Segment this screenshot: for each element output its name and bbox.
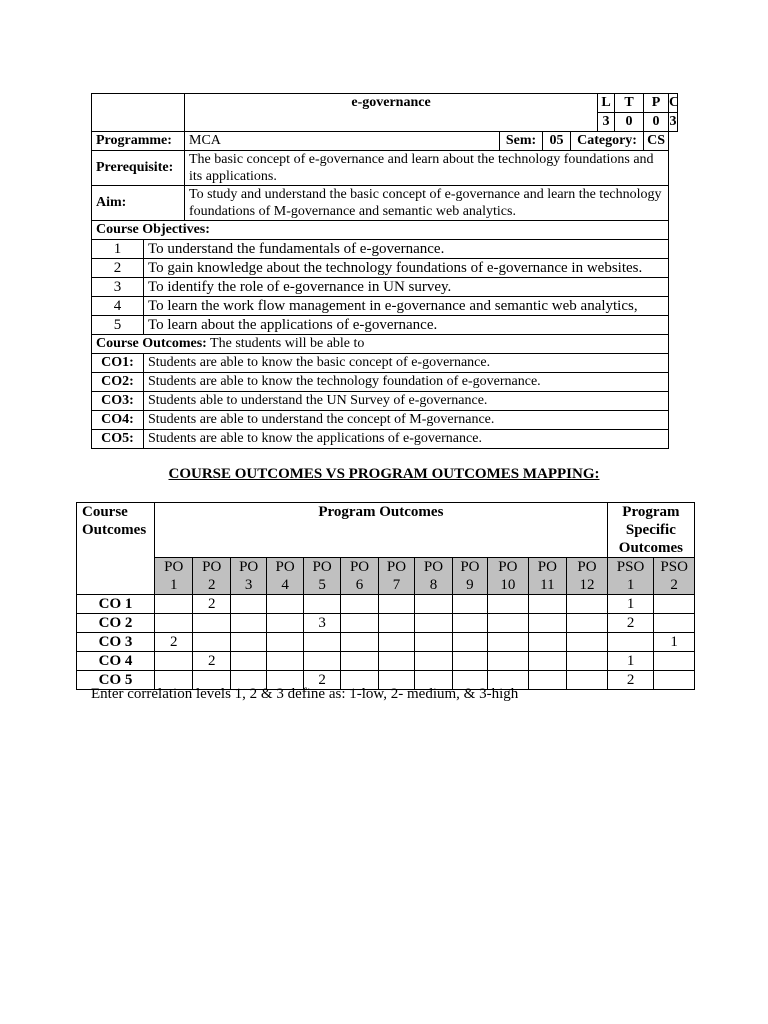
outcome-text: Students are able to know the technology foundation of e-governance. — [144, 373, 669, 392]
outcome-code: CO3: — [92, 392, 144, 411]
correlation-cell — [488, 614, 529, 633]
column-header-top: PO — [386, 559, 407, 575]
outcome-column-header — [567, 558, 608, 595]
mapping-row — [77, 595, 695, 614]
correlation-cell — [415, 633, 452, 652]
correlation-cell — [154, 614, 192, 633]
objective-text: To learn the work flow management in e-governance and semantic web analytics, — [144, 297, 669, 316]
correlation-cell — [654, 671, 695, 690]
ltpc-label-p: P — [644, 94, 669, 113]
outcome-code: CO2: — [92, 373, 144, 392]
column-header-top: PO — [423, 559, 444, 575]
correlation-cell — [488, 633, 529, 652]
ltpc-value-c: 3 — [669, 113, 678, 132]
column-header-top: PSO — [660, 559, 688, 575]
mapping-row — [77, 652, 695, 671]
correlation-cell — [567, 595, 608, 614]
objectives-heading: Course Objectives: — [92, 221, 669, 240]
course-outcome-label: CO 2 — [77, 614, 155, 633]
title-row — [92, 94, 678, 113]
correlation-cell — [193, 633, 230, 652]
outcome-text: Students are able to know the basic concept of e-governance. — [144, 354, 669, 373]
outcome-column-header — [230, 558, 266, 595]
objectives-heading-row — [92, 221, 678, 240]
outcome-code: CO5: — [92, 430, 144, 449]
mapping-row — [77, 633, 695, 652]
correlation-cell — [528, 595, 566, 614]
objective-text: To learn about the applications of e-governance. — [144, 316, 669, 335]
correlation-cell — [654, 614, 695, 633]
aim-label: Aim: — [92, 186, 185, 221]
correlation-cell — [528, 652, 566, 671]
correlation-cell — [415, 614, 452, 633]
mapping-row — [77, 614, 695, 633]
column-header-top: PO — [577, 559, 597, 575]
correlation-cell — [341, 652, 378, 671]
sem-label: Sem: — [500, 132, 543, 151]
aim-row — [92, 186, 678, 221]
outcomes-heading-row — [92, 335, 678, 354]
correlation-cell — [303, 633, 340, 652]
column-header-top: PO — [498, 559, 518, 575]
outcome-text: Students are able to know the applications of e-governance. — [144, 430, 669, 449]
outcome-text: Students able to understand the UN Survey of e-governance. — [144, 392, 669, 411]
column-header-bottom: 7 — [392, 577, 401, 593]
correlation-cell: 1 — [607, 595, 654, 614]
column-header-bottom: 11 — [540, 577, 555, 593]
outcome-column-header — [452, 558, 487, 595]
objective-number: 1 — [92, 240, 144, 259]
course-outcome-label: CO 5 — [77, 671, 155, 690]
objective-row — [92, 240, 678, 259]
correlation-cell — [378, 614, 414, 633]
correlation-cell: 2 — [607, 671, 654, 690]
correlation-cell — [341, 633, 378, 652]
mapping-title: COURSE OUTCOMES VS PROGRAM OUTCOMES MAPPING: — [168, 466, 600, 482]
objective-number: 3 — [92, 278, 144, 297]
column-header-bottom: 3 — [244, 577, 253, 593]
column-header-top: PO — [239, 559, 259, 575]
outcome-code: CO4: — [92, 411, 144, 430]
column-header-bottom: 2 — [670, 577, 678, 593]
correlation-cell — [378, 595, 414, 614]
column-header-top: PO — [312, 559, 332, 575]
outcome-column-header — [488, 558, 529, 595]
correlation-cell — [607, 633, 654, 652]
column-header-bottom: 10 — [500, 577, 516, 593]
outcome-code: CO1: — [92, 354, 144, 373]
program-outcomes-header: Program Outcomes — [154, 503, 607, 558]
correlation-cell — [528, 671, 566, 690]
outcome-column-header — [267, 558, 303, 595]
column-header-bottom: 12 — [579, 577, 595, 593]
outcomes-heading-cell — [92, 335, 669, 354]
objective-number: 5 — [92, 316, 144, 335]
ltpc-label-l: L — [598, 94, 615, 113]
outcome-column-header — [654, 558, 695, 595]
programme-value: MCA — [185, 132, 500, 151]
outcome-row — [92, 392, 678, 411]
blank-cell — [92, 94, 185, 132]
ltpc-label-t: T — [615, 94, 644, 113]
aim-text: To study and understand the basic concept of e-governance and learn the technology foundations of M-governance and semantic web analytics. — [185, 186, 669, 221]
pso-header: Program Specific Outcomes — [607, 503, 694, 558]
column-header-bottom: 1 — [626, 577, 635, 593]
correlation-footnote: Enter correlation levels 1, 2 & 3 define as: 1-low, 2- medium, & 3-high — [91, 686, 519, 702]
column-header-top: PO — [275, 559, 295, 575]
column-header-bottom: 8 — [429, 577, 438, 593]
category-value: CS — [644, 132, 669, 151]
correlation-cell — [567, 633, 608, 652]
correlation-cell: 2 — [303, 671, 340, 690]
column-header-top: PO — [202, 559, 222, 575]
correlation-cell — [154, 652, 192, 671]
co-po-mapping-table — [76, 502, 695, 690]
outcome-column-header — [341, 558, 378, 595]
column-header-bottom: 4 — [281, 577, 289, 593]
correlation-cell: 2 — [193, 652, 230, 671]
objective-text: To identify the role of e-governance in UN survey. — [144, 278, 669, 297]
outcome-column-header — [378, 558, 414, 595]
column-header-top: PO — [164, 559, 184, 575]
objective-row — [92, 316, 678, 335]
correlation-cell — [341, 595, 378, 614]
correlation-cell — [452, 595, 487, 614]
objective-text: To gain knowledge about the technology foundations of e-governance in websites. — [144, 259, 669, 278]
prerequisite-label: Prerequisite: — [92, 151, 185, 186]
outcome-column-header — [154, 558, 192, 595]
ltpc-value-l: 3 — [598, 113, 615, 132]
correlation-cell — [230, 614, 266, 633]
course-outcome-label: CO 1 — [77, 595, 155, 614]
correlation-cell — [415, 595, 452, 614]
outcome-row — [92, 373, 678, 392]
correlation-cell — [488, 652, 529, 671]
correlation-cell — [567, 671, 608, 690]
prerequisite-row — [92, 151, 678, 186]
programme-label: Programme: — [92, 132, 185, 151]
objective-number: 2 — [92, 259, 144, 278]
correlation-cell: 2 — [193, 595, 230, 614]
correlation-cell — [567, 614, 608, 633]
correlation-cell: 1 — [607, 652, 654, 671]
outcome-text: Students are able to understand the concept of M-governance. — [144, 411, 669, 430]
outcome-column-header — [193, 558, 230, 595]
correlation-cell — [230, 652, 266, 671]
programme-row — [92, 132, 678, 151]
column-header-top: PSO — [616, 559, 645, 575]
correlation-cell — [230, 595, 266, 614]
outcome-row — [92, 411, 678, 430]
column-header-bottom: 6 — [355, 577, 364, 593]
column-header-bottom: 1 — [169, 577, 178, 593]
correlation-cell — [267, 633, 303, 652]
correlation-cell — [415, 652, 452, 671]
course-title: e-governance — [185, 94, 598, 132]
column-header-top: PO — [349, 559, 370, 575]
correlation-cell — [654, 595, 695, 614]
course-outcome-label: CO 4 — [77, 652, 155, 671]
correlation-cell — [267, 652, 303, 671]
correlation-cell: 2 — [607, 614, 654, 633]
course-info-table — [91, 93, 678, 449]
correlation-cell — [303, 652, 340, 671]
objective-row — [92, 259, 678, 278]
column-header-top: PO — [537, 559, 557, 575]
outcome-column-header — [528, 558, 566, 595]
outcome-column-header — [607, 558, 654, 595]
correlation-cell — [528, 633, 566, 652]
correlation-cell: 2 — [154, 633, 192, 652]
ltpc-label-c: C — [669, 94, 678, 113]
outcome-column-header — [303, 558, 340, 595]
category-label: Category: — [571, 132, 644, 151]
correlation-cell: 3 — [303, 614, 340, 633]
outcome-column-header — [415, 558, 452, 595]
correlation-cell — [488, 595, 529, 614]
objective-number: 4 — [92, 297, 144, 316]
correlation-cell — [303, 595, 340, 614]
ltpc-value-t: 0 — [615, 113, 644, 132]
objective-row — [92, 278, 678, 297]
objective-row — [92, 297, 678, 316]
correlation-cell — [230, 633, 266, 652]
correlation-cell — [154, 595, 192, 614]
correlation-cell — [654, 652, 695, 671]
mapping-column-header-row — [77, 558, 695, 595]
column-header-bottom: 5 — [318, 577, 326, 593]
correlation-cell — [452, 652, 487, 671]
outcome-row — [92, 354, 678, 373]
correlation-cell — [378, 633, 414, 652]
column-header-top: PO — [460, 559, 480, 575]
correlation-cell — [452, 614, 487, 633]
sem-value: 05 — [543, 132, 571, 151]
correlation-cell — [378, 652, 414, 671]
column-header-bottom: 9 — [466, 577, 474, 593]
course-outcome-label: CO 3 — [77, 633, 155, 652]
correlation-cell — [528, 614, 566, 633]
correlation-cell — [567, 652, 608, 671]
outcomes-heading: Course Outcomes: — [96, 336, 207, 351]
column-header-bottom: 2 — [207, 577, 216, 593]
prerequisite-text: The basic concept of e-governance and learn about the technology foundations and its applications. — [185, 151, 669, 186]
objective-text: To understand the fundamentals of e-governance. — [144, 240, 669, 259]
course-outcomes-header: Course Outcomes — [77, 503, 155, 595]
outcomes-intro: The students will be able to — [206, 336, 365, 351]
correlation-cell — [452, 633, 487, 652]
ltpc-value-p: 0 — [644, 113, 669, 132]
correlation-cell: 1 — [654, 633, 695, 652]
outcome-row — [92, 430, 678, 449]
correlation-cell — [193, 614, 230, 633]
correlation-cell — [267, 595, 303, 614]
correlation-cell — [267, 614, 303, 633]
correlation-cell — [341, 614, 378, 633]
